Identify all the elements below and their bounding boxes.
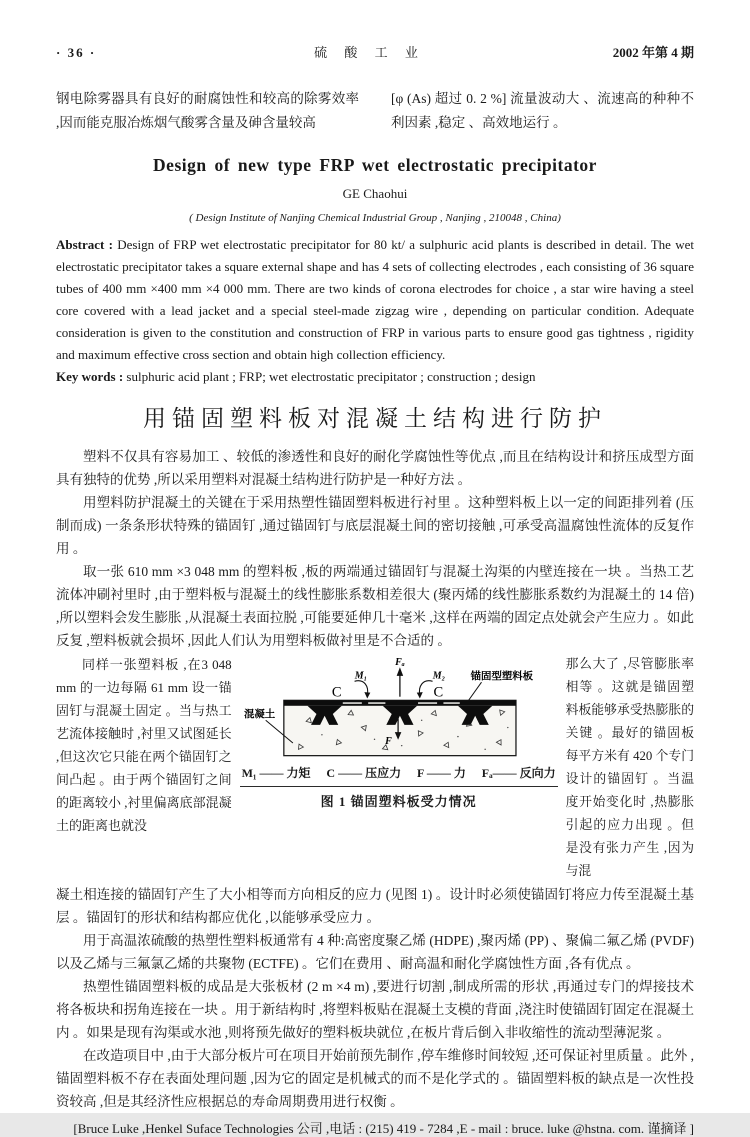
body-paragraph-1: 塑料不仅具有容易加工 、较低的渗透性和良好的耐化学腐蚀性等优点 ,而且在结构设计和挤压成型方面具有独特的优势 ,所以采用塑料对混凝土结构进行防护是一种好方法 。 — [56, 449, 694, 487]
left-column-text: 同样一张塑料板 ,在3 048 mm 的一边每隔 61 mm 设一锚固钉与混凝土固定 。当与热工艺流体接触时 ,衬里又试图延长 ,但这次它只能在两个锚固钉之间凸起 。由于两个锚固钉之间的距离较小 ,衬里偏离底部混凝土的距离也就没 — [56, 657, 232, 833]
label-reaction-force: Fₐ — [394, 656, 405, 668]
figure-row — [56, 653, 694, 883]
body-paragraph-2: 用塑料防护混凝土的关键在于采用热塑性锚固塑料板进行衬里 。这种塑料板上以一定的间距排列着 (压制而成) 一条条形状特殊的锚固钉 ,通过锚固钉与底层混凝土间的密切接触 ,可承受高温腐蚀性流体的反复作用 。 — [56, 495, 694, 556]
article-body-continued — [56, 883, 694, 1113]
abstract-paragraph — [56, 234, 694, 366]
body-paragraph-3: 取一张 610 mm ×3 048 mm 的塑料板 ,板的两端通过锚固钉与混凝土沟渠的内壁连接在一块 。当热工艺流体冲刷衬里时 ,由于塑料板与混凝土的线性膨胀系数相差很大 (聚丙烯的线性膨胀系数约为混凝土的 14 倍) ,所以塑料会发生膨胀 ,从混凝土表面拉脱 ,可能要延伸几十毫米 ,这样在两端的固定点处就会产生应力 。如此反复 ,塑料板就会损坏 ,因此人们认为用塑料板做衬里是不合适的 。 — [56, 564, 694, 648]
english-title: Design of new type FRP wet electrostatic precipitator — [153, 155, 597, 175]
legend-item-compression: C —— 压应力 — [326, 766, 402, 780]
figure-legend — [240, 764, 558, 781]
previous-article-end — [56, 87, 694, 135]
body-paragraph-5: 用于高温浓硫酸的热塑性塑料板通常有 4 种:高密度聚乙烯 (HDPE) ,聚丙烯 (PP) 、聚偏二氟乙烯 (PVDF) 以及乙烯与三氟氯乙烯的共聚物 (ECTFE) 。它们在费用 、耐高温和耐化学腐蚀性方面 ,各有优点 。 — [56, 933, 694, 971]
author-affiliation: ( Design Institute of Nanjing Chemical Industrial Group , Nanjing , 210048 , China) — [189, 212, 561, 224]
page-number: · 36 · — [56, 45, 97, 60]
label-anchored-plate: 锚固型塑料板 — [470, 671, 533, 683]
keywords-label: Key words : — [56, 369, 124, 384]
prev-article-right-column: [φ (As) 超过 0. 2 %] 流量波动大 、流速高的种种不利因素 ,稳定 、高效地运行 。 — [391, 91, 694, 130]
plate-leader-line — [468, 682, 482, 701]
issue-label: 2002 年第 4 期 — [612, 45, 694, 60]
abstract-text: Design of FRP wet electrostatic precipitator for 80 kt/ a sulphuric acid plants is described in detail. The wet electrostatic precipitator takes a square external shape and has 4 sets of collecting electrodes , each consisting of 36 square tubes of 400 mm ×400 mm ×4 000 mm. There are two kinds of corona electrodes for choice , a star wire having a steel core covered with a lead jacket and a special steel-made zigzag wire , depending on particular condition. Adequate consideration is given to the constitution and construction of FRP in various parts to ensure good gas tightness , rigidity and maximum effective cross section and obtain high collection efficiency. — [56, 237, 694, 362]
right-column-text: 那么大了 ,尽管膨胀率相等 。这就是锚固塑料板能够承受热膨胀的关键 。最好的锚固板每平方米有 420 个专门设计的锚固钉 。当温度开始变化时 ,热膨胀引起的应力出现 。但是没有张力产生 ,因为与混 — [565, 657, 694, 878]
body-paragraph-6: 热塑性锚固塑料板的成品是大张板材 (2 m ×4 m) ,要进行切割 ,制成所需的形状 ,再通过专门的焊接技术将各板块和拐角连接在一块 。用于新结构时 ,将塑料板贴在混凝土支模的背面 ,浇注时使锚固钉固定在混凝土内 。如果是现有沟渠或水池 ,则将预先做好的塑料板块就位 ,在板片背后倒入非收缩性的流动型薄泥浆 。 — [56, 979, 694, 1040]
figure-left-column — [56, 653, 232, 883]
compression-symbol-left: C — [331, 684, 342, 701]
plastic-plate-strip — [283, 700, 515, 705]
chinese-article-title: 用锚固塑料板对混凝土结构进行防护 — [143, 406, 607, 431]
translator-credit: [Bruce Luke ,Henkel Suface Technologies 公司 ,电话 : (215) 419 - 7284 ,E - mail : bruce. luke @hstna. com. 谨摘译 ] — [73, 1121, 694, 1136]
figure-1-diagram — [240, 655, 558, 762]
page-header — [56, 42, 694, 61]
label-concrete: 混凝土 — [243, 709, 275, 721]
legend-item-moment: M₁ —— 力矩 — [241, 766, 311, 780]
article-body — [56, 445, 694, 652]
figure-right-column — [566, 653, 694, 883]
label-force: F — [384, 735, 392, 747]
keywords-line — [56, 366, 694, 388]
body-paragraph-7: 在改造项目中 ,由于大部分板片可在项目开始前预先制作 ,停车维修时间较短 ,还可保证衬里质量 。此外 ,锚固塑料板不存在表面处理问题 ,因为它的固定是机械式的而不是化学式的 。锚固塑料板的缺点是一次性投资较高 ,但是其经济性应根据总的寿命周期费用进行权衡 。 — [56, 1048, 694, 1109]
compression-symbol-right: C — [433, 684, 443, 701]
moment-arc-left — [354, 681, 370, 699]
prev-article-left-column: 钢电除雾器具有良好的耐腐蚀性和较高的除雾效率 ,因而能克服冶炼烟气酸雾含量及砷含量较高 — [56, 91, 359, 130]
author-name: GE Chaohui — [342, 186, 408, 201]
figure-1-block — [240, 653, 558, 883]
figure-caption: 图 1 锚固塑料板受力情况 — [320, 794, 477, 809]
keywords-text: sulphuric acid plant ; FRP; wet electrostatic precipitator ; construction ; design — [126, 369, 536, 384]
body-paragraph-4: 凝土相连接的锚固钉产生了大小相等而方向相反的应力 (见图 1) 。设计时必须使锚固钉将应力传至混凝土基层 。锚固钉的形状和结构都应优化 ,以能够承受应力 。 — [56, 887, 694, 925]
label-moment-1: M₁ — [354, 670, 367, 682]
abstract-label: Abstract : — [56, 237, 113, 252]
arrow-up-head — [396, 667, 403, 676]
label-moment-2: M₂ — [432, 670, 445, 682]
reaction-force-arrow — [396, 667, 403, 696]
moment-arc-right — [416, 681, 432, 699]
figure-divider — [240, 786, 558, 787]
legend-item-force: F —— 力 — [416, 766, 466, 780]
journal-title: 硫 酸 工 业 — [314, 45, 425, 60]
legend-item-reaction: Fₐ—— 反向力 — [481, 766, 556, 780]
